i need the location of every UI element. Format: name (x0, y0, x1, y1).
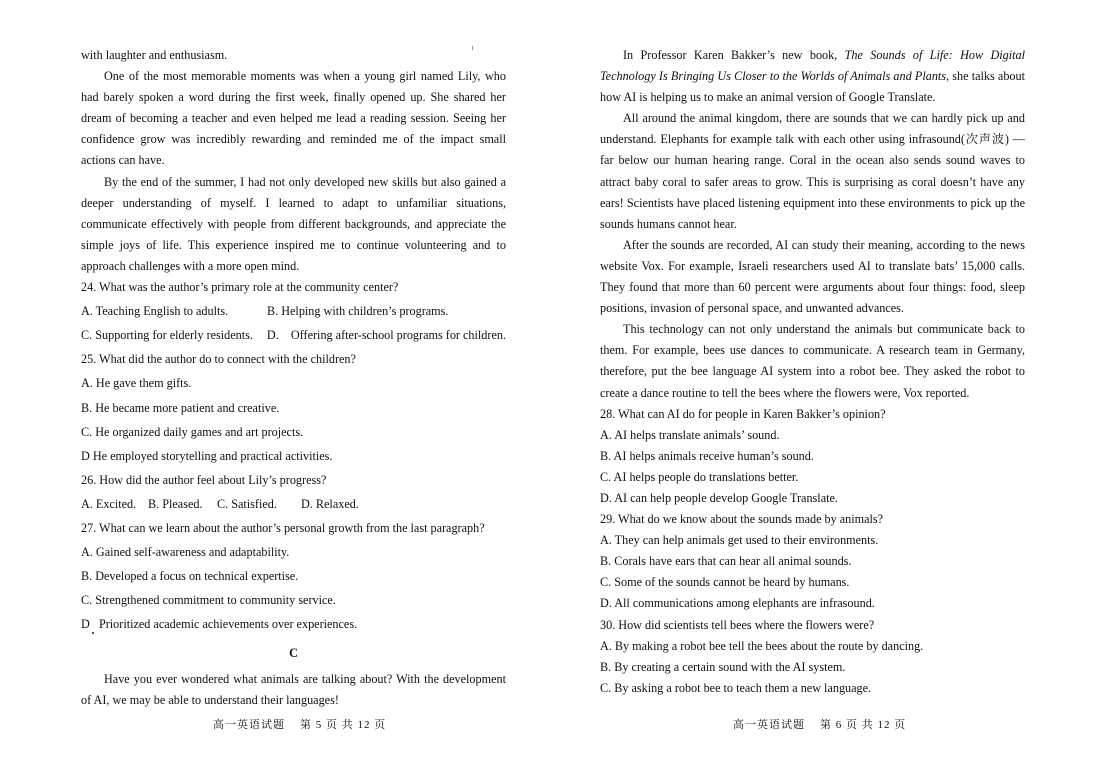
section-heading: C (289, 646, 298, 661)
page-footer-right: 高一英语试题 第 6 页 共 12 页 (733, 719, 907, 731)
option-27b: B. Developed a focus on technical expertise. (81, 569, 299, 584)
option-28c: C. AI helps people do translations better. (600, 469, 799, 484)
question-28: 28. What can AI do for people in Karen Bakker’s opinion? (600, 406, 886, 421)
option-24c: C. Supporting for elderly residents. (81, 328, 253, 343)
paragraph: One of the most memorable moments was when a young girl named Lily, who had barely spoken a word during the first week, finally opened up. She shared her dream of becoming a teacher and even helped me lead a reading session. Seeing her confidence grow was incredibly rewarding and reminded me of the impact small actions can have. (81, 69, 506, 168)
question-30: 30. How did scientists tell bees where the flowers were? (600, 617, 875, 632)
option-25c: C. He organized daily games and art projects. (81, 424, 304, 439)
book-title: The Sounds of Life: How Digital Technology Is Bringing Us Closer to the Worlds of Animals and Plants (600, 48, 1025, 84)
option-29c: C. Some of the sounds cannot be heard by humans. (600, 575, 850, 590)
paragraph: with laughter and enthusiasm. (81, 48, 228, 62)
option-26b: B. Pleased. (148, 496, 203, 511)
options-row (81, 494, 506, 515)
option-28a: A. AI helps translate animals’ sound. (600, 427, 780, 442)
option-26c: C. Satisfied. (217, 496, 277, 511)
paragraph: Have you ever wondered what animals are talking about? With the development of AI, we may be able to understand their languages! (81, 671, 506, 707)
option-30a: A. By making a robot bee tell the bees about the route by dancing. (600, 638, 924, 653)
paragraph (600, 45, 1025, 108)
option-25a: A. He gave them gifts. (81, 376, 192, 391)
option-25d: D He employed storytelling and practical activities. (81, 448, 333, 463)
question-29: 29. What do we know about the sounds made by animals? (600, 512, 884, 527)
question-27: 27. What can we learn about the author’s personal growth from the last paragraph? (81, 520, 485, 535)
options-row (81, 325, 506, 346)
page-footer-left: 高一英语试题 第 5 页 共 12 页 (213, 719, 387, 731)
option-29a: A. They can help animals get used to their environments. (600, 533, 879, 548)
option-27a: A. Gained self-awareness and adaptability. (81, 545, 290, 560)
option-25b: B. He became more patient and creative. (81, 400, 280, 415)
option-26d: D. Relaxed. (301, 496, 359, 511)
option-29b: B. Corals have ears that can hear all animal sounds. (600, 554, 852, 569)
question-25: 25. What did the author do to connect with the children? (81, 352, 356, 367)
question-24: 24. What was the author’s primary role at the community center? (81, 280, 399, 295)
option-26a: A. Excited. (81, 496, 137, 511)
text-run: , she talks about how AI is helping us to make an animal version of Google Translate. (600, 69, 1026, 105)
paragraph: This technology can not only understand the animals but communicate back to them. For example, bees use dances to communicate. A research team in Germany, therefore, put the bee language AI system into a robot bee. They asked the robot to create a dance routine to tell the bees where the flowers were, Vox reported. (600, 322, 1025, 400)
option-30c: C. By asking a robot bee to teach them a new language. (600, 680, 872, 695)
option-27d: D Prioritized academic achievements over experiences. (81, 617, 358, 632)
paragraph: All around the animal kingdom, there are sounds that we can hardly pick up and understand. Elephants for example talk with each other using infrasound(次声波) — far below our human hearing range. Coral in the ocean also sends sound waves to attract baby coral to safer areas to grow. This is surprising as coral doesn’t have any ears! Scientists have placed listening equipment into these environments to pick up the sounds humans cannot hear. (600, 111, 1025, 231)
option-24d: D. Offering after-school programs for children. (266, 328, 506, 343)
option-30b: B. By creating a certain sound with the AI system. (600, 659, 846, 674)
option-27c: C. Strengthened commitment to community service. (81, 593, 336, 608)
text-run: In Professor Karen Bakker’s new book, (623, 48, 845, 62)
option-28b: B. AI helps animals receive human’s sound. (600, 448, 814, 463)
paragraph: By the end of the summer, I had not only developed new skills but also gained a deeper understanding of myself. I learned to adapt to unfamiliar situations, communicate effectively with people from different backgrounds, and appreciate the simple joys of life. This experience inspired me to continue volunteering and to approach challenges with a more open mind. (81, 174, 506, 273)
paragraph: After the sounds are recorded, AI can study their meaning, according to the news website Vox. For example, Israeli researchers used AI to translate bats’ 15,000 calls. They found that more than 60 percent were arguments about four things: food, sleep positions, invasion of personal space, and unwanted advances. (600, 237, 1025, 316)
left-page (81, 45, 506, 711)
option-24b: B. Helping with children’s programs. (267, 304, 449, 319)
option-28d: D. AI can help people develop Google Translate. (600, 490, 838, 505)
option-29d: D. All communications among elephants are infrasound. (600, 596, 875, 611)
question-26: 26. How did the author feel about Lily’s progress? (81, 472, 327, 487)
option-24a: A. Teaching English to adults. (81, 304, 229, 319)
right-page (600, 45, 1025, 699)
options-row (81, 301, 506, 322)
